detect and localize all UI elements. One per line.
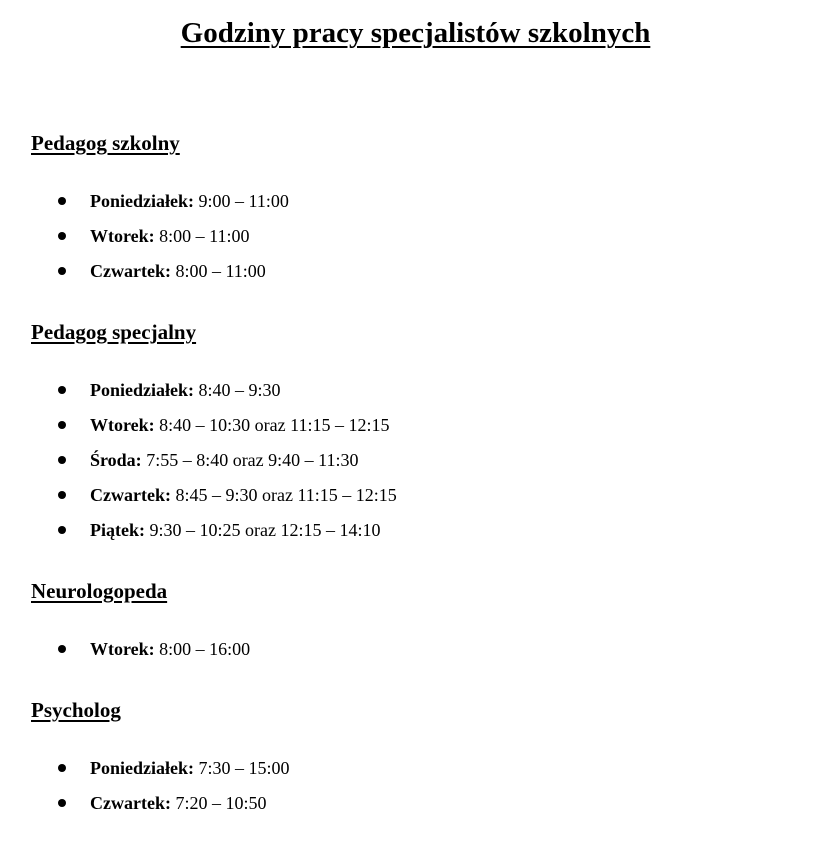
hours-value: 8:00 – 11:00 xyxy=(170,261,266,281)
day-label: Poniedziałek: xyxy=(90,191,194,211)
hours-value: 7:20 – 10:50 xyxy=(170,793,267,813)
day-label: Czwartek: xyxy=(90,261,171,281)
bullet-icon xyxy=(58,386,66,394)
list-item xyxy=(58,638,250,673)
day-label: Piątek: xyxy=(90,520,145,540)
section-pedagog-specjalny xyxy=(31,320,824,540)
section-heading: Psycholog xyxy=(31,698,121,722)
schedule-list xyxy=(58,190,289,295)
day-label: Czwartek: xyxy=(90,485,171,505)
day-label: Czwartek: xyxy=(90,793,171,813)
section-heading: Pedagog specjalny xyxy=(31,320,197,344)
bullet-icon xyxy=(58,799,66,807)
bullet-icon xyxy=(58,197,66,205)
schedule-list xyxy=(58,638,250,673)
bullet-icon xyxy=(58,764,66,772)
day-label: Środa: xyxy=(90,450,142,470)
section-neurologopeda xyxy=(31,579,824,659)
list-item xyxy=(58,792,290,827)
section-heading: Neurologopeda xyxy=(31,579,168,603)
section-heading: Pedagog szkolny xyxy=(31,131,180,155)
hours-value: 8:40 – 9:30 xyxy=(194,380,281,400)
bullet-icon xyxy=(58,645,66,653)
section-psycholog xyxy=(31,698,824,813)
day-label: Wtorek: xyxy=(90,415,155,435)
list-item xyxy=(58,519,397,554)
bullet-icon xyxy=(58,456,66,464)
list-item xyxy=(58,414,397,449)
bullet-icon xyxy=(58,232,66,240)
hours-value: 8:45 – 9:30 oraz 11:15 – 12:15 xyxy=(170,485,397,505)
list-item xyxy=(58,260,289,295)
hours-value: 8:00 – 16:00 xyxy=(154,639,251,659)
hours-value: 8:00 – 11:00 xyxy=(154,226,250,246)
list-item xyxy=(58,379,397,414)
list-item xyxy=(58,225,289,260)
hours-value: 9:00 – 11:00 xyxy=(194,191,289,211)
schedule-list xyxy=(58,757,290,827)
hours-value: 7:55 – 8:40 oraz 9:40 – 11:30 xyxy=(141,450,359,470)
section-pedagog-szkolny xyxy=(31,131,824,281)
list-item xyxy=(58,757,290,792)
list-item xyxy=(58,449,397,484)
day-label: Poniedziałek: xyxy=(90,380,194,400)
schedule-list xyxy=(58,379,397,554)
bullet-icon xyxy=(58,491,66,499)
bullet-icon xyxy=(58,267,66,275)
list-item xyxy=(58,190,289,225)
day-label: Poniedziałek: xyxy=(90,758,194,778)
hours-value: 9:30 – 10:25 oraz 12:15 – 14:10 xyxy=(144,520,381,540)
hours-value: 8:40 – 10:30 oraz 11:15 – 12:15 xyxy=(154,415,390,435)
list-item xyxy=(58,484,397,519)
page-title: Godziny pracy specjalistów szkolnych xyxy=(180,17,651,49)
day-label: Wtorek: xyxy=(90,226,155,246)
hours-value: 7:30 – 15:00 xyxy=(194,758,290,778)
bullet-icon xyxy=(58,526,66,534)
bullet-icon xyxy=(58,421,66,429)
day-label: Wtorek: xyxy=(90,639,155,659)
